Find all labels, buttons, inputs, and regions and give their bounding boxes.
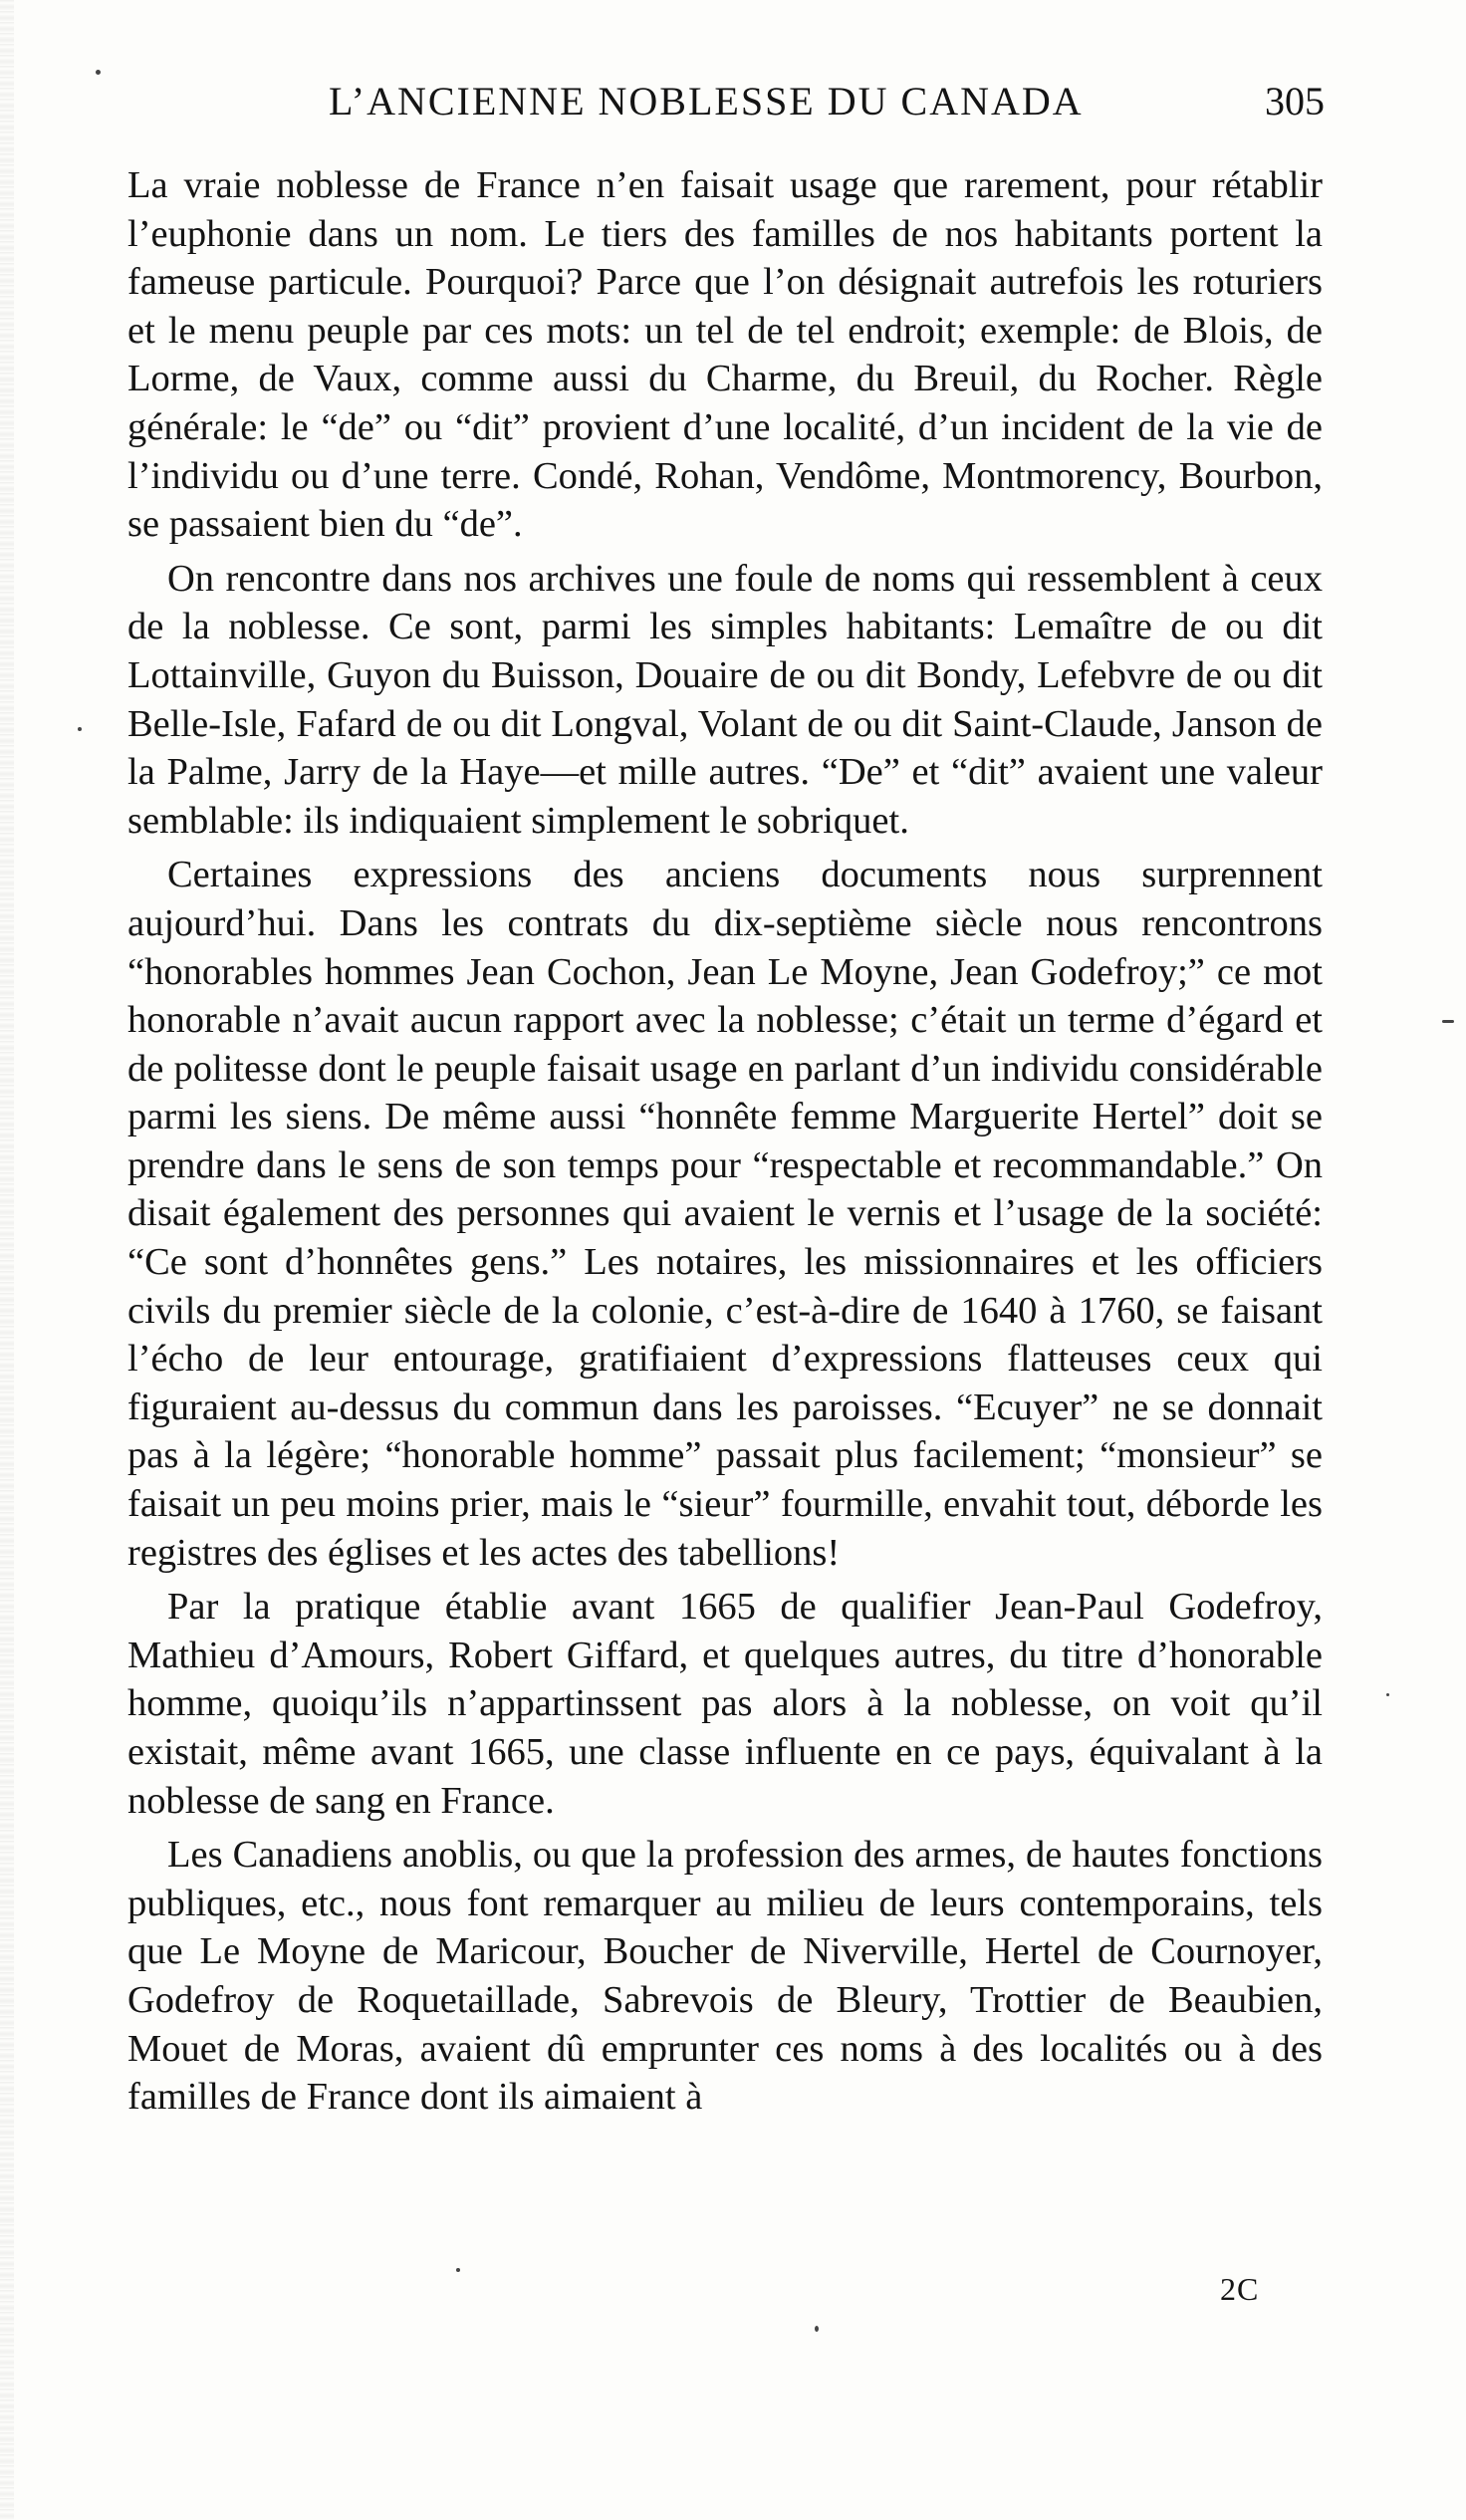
ink-speck (96, 70, 101, 75)
scan-edge (0, 0, 14, 2520)
body-text (127, 161, 1323, 2128)
ink-speck (1442, 1020, 1454, 1023)
paragraph-3: Certaines expressions des anciens documents nous surprennent aujourd’hui. Dans les contrats du dix-septième siècle nous rencontrons “honorables hommes Jean Cochon, Jean Le Moyne, Jean Godefroy;” ce mot honorable n’avait aucun rapport avec la noblesse; c’était un terme d’égard et de politesse dont le peuple faisait usage en parlant d’un individu considérable parmi les siens. De même aussi “honnête femme Marguerite Hertel” doit se prendre dans le sens de son temps pour “respectable et recommandable.” On disait également des personnes qui avaient le vernis et l’usage de la société: “Ce sont d’honnêtes gens.” Les notaires, les missionnaires et les officiers civils du premier siècle de la colonie, c’est-à-dire de 1640 à 1760, se faisant l’écho de leur entourage, gratifiaient d’expressions flatteuses ceux qui figuraient au-dessus du commun dans les paroisses. “Ecuyer” ne se donnait pas à la légère; “honorable homme” passait plus facilement; “monsieur” se faisait un peu moins prier, mais le “sieur” fourmille, envahit tout, déborde les registres des églises et les actes des tabellions! (127, 854, 1323, 1574)
paragraph-5: Les Canadiens anoblis, ou que la profession des armes, de hautes fonctions publiques, etc., nous font remarquer au milieu de leurs contemporains, tels que Le Moyne de Maricour, Boucher de Niverville, Hertel de Cournoyer, Godefroy de Roquetaillade, Sabrevois de Bleury, Trottier de Beaubien, Mouet de Moras, avaient dû emprunter ces noms à des localités ou à des familles de France dont ils aimaient à (127, 1834, 1323, 2119)
signature-mark: 2C (1220, 2271, 1260, 2307)
running-title: L’ANCIENNE NOBLESSE DU CANADA (329, 79, 1084, 124)
paragraph-4: Par la pratique établie avant 1665 de qualifier Jean-Paul Godefroy, Mathieu d’Amours, Robert Giffard, et quelques autres, du titre d’honorable homme, quoiqu’ils n’appartinssent pas alors à la noblesse, on voit qu’il existait, même avant 1665, une classe influente en ce pays, équivalant à la noblesse de sang en France. (127, 1586, 1323, 1822)
ink-speck (1386, 1693, 1389, 1696)
page-header (129, 78, 1325, 137)
page-number: 305 (1265, 79, 1325, 124)
ink-speck (815, 2326, 819, 2332)
ink-speck (456, 2268, 460, 2272)
paragraph-1: La vraie noblesse de France n’en faisait usage que rarement, pour rétablir l’euphonie dans un nom. Le tiers des familles de nos habitants portent la fameuse particule. Pourquoi? Parce que l’on désignait autrefois les roturiers et le menu peuple par ces mots: un tel de tel endroit; exemple: de Blois, de Lorme, de Vaux, comme aussi du Charme, du Breuil, du Rocher. Règle générale: le “de” ou “dit” provient d’une localité, d’un incident de la vie de l’individu ou d’une terre. Condé, Rohan, Vendôme, Montmorency, Bourbon, se passaient bien du “de”. (127, 164, 1323, 546)
paragraph-2: On rencontre dans nos archives une foule de noms qui ressemblent à ceux de la noblesse. Ce sont, parmi les simples habitants: Lemaître de ou dit Lottainville, Guyon du Buisson, Douaire de ou dit Bondy, Lefebvre de ou dit Belle-Isle, Fafard de ou dit Longval, Volant de ou dit Saint-Claude, Janson de la Palme, Jarry de la Haye—et mille autres. “De” et “dit” avaient une valeur semblable: ils indiquaient simplement le sobriquet. (127, 557, 1323, 842)
ink-speck (78, 727, 82, 731)
